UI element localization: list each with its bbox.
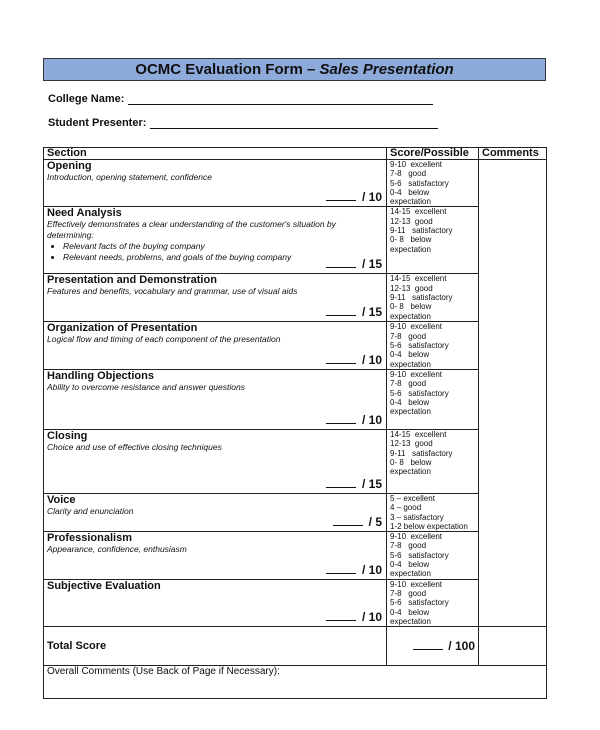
table-row: [44, 579, 547, 626]
overall-comments[interactable]: Overall Comments (Use Back of Page if Necessary):: [44, 666, 547, 699]
table-row: [44, 274, 547, 322]
section-cell: [44, 207, 387, 274]
score-scale: 9-10 excellent 7-8 good 5-6 satisfactory 0-4 below expectation: [387, 369, 479, 429]
header-comments: Comments: [479, 148, 547, 160]
section-name: Handling Objections: [47, 369, 154, 382]
score-entry[interactable]: / 10: [326, 563, 382, 577]
section-name: Closing: [47, 429, 88, 442]
section-cell: [44, 322, 387, 369]
evaluation-table: [43, 147, 547, 699]
form-title: OCMC Evaluation Form – Sales Presentation: [43, 58, 546, 81]
score-scale: 14-15 excellent 12-13 good 9-11 satisfactory 0- 8 below expectation: [387, 207, 479, 274]
score-scale: 9-10 excellent 7-8 good 5-6 satisfactory 0-4 below expectation: [387, 579, 479, 626]
header-score: Score/Possible: [387, 148, 479, 160]
section-name: Organization of Presentation: [47, 322, 198, 335]
student-presenter-field[interactable]: Student Presenter:: [48, 117, 438, 129]
section-name: Professionalism: [47, 532, 132, 545]
table-row: [44, 322, 547, 369]
section-desc: Appearance, confidence, enthusiasm: [47, 544, 187, 555]
score-entry[interactable]: / 15: [326, 257, 382, 271]
section-desc: Ability to overcome resistance and answer questions: [47, 381, 245, 392]
score-entry[interactable]: / 15: [326, 305, 382, 319]
score-entry[interactable]: / 10: [326, 413, 382, 427]
section-cell: [44, 532, 387, 579]
section-desc: Introduction, opening statement, confidence: [47, 172, 212, 182]
score-scale: 9-10 excellent 7-8 good 5-6 satisfactory 0-4 below expectation: [387, 532, 479, 579]
section-name: Subjective Evaluation: [47, 579, 161, 592]
section-name: Need Analysis: [47, 207, 122, 220]
section-desc: Choice and use of effective closing techniques: [47, 441, 222, 452]
score-scale: 14-15 excellent 12-13 good 9-11 satisfactory 0- 8 below expectation: [387, 274, 479, 322]
score-scale: 14-15 excellent 12-13 good 9-11 satisfactory 0- 8 below expectation: [387, 429, 479, 493]
total-comments: [479, 627, 547, 666]
section-desc: Features and benefits, vocabulary and grammar, use of visual aids: [47, 286, 298, 297]
score-entry[interactable]: / 15: [326, 477, 382, 491]
section-name: Opening: [47, 160, 92, 172]
table-row: [44, 429, 547, 493]
section-cell: [44, 579, 387, 626]
section-desc: Clarity and enunciation: [47, 505, 134, 516]
score-scale: 9-10 excellent 7-8 good 5-6 satisfactory 0-4 below expectation: [387, 322, 479, 369]
score-scale: 9-10 excellent 7-8 good 5-6 satisfactory 0-4 below expectation: [387, 160, 479, 207]
comments-cell[interactable]: [479, 160, 547, 627]
table-row: [44, 160, 547, 207]
section-desc: Logical flow and timing of each component of the presentation: [47, 334, 281, 345]
section-cell: [44, 274, 387, 322]
college-name-field[interactable]: College Name:: [48, 93, 433, 105]
table-row: [44, 493, 547, 531]
total-label: Total Score: [44, 627, 387, 666]
total-score-entry[interactable]: / 100: [387, 627, 479, 666]
section-desc: Effectively demonstrates a clear understanding of the customer's situation by determining: • Relevant facts of the buying company • Relevant needs, problems, and goals of the buying company: [47, 219, 383, 263]
score-entry[interactable]: / 10: [326, 353, 382, 367]
section-cell: [44, 160, 387, 207]
score-entry[interactable]: / 5: [333, 515, 382, 529]
section-cell: [44, 493, 387, 531]
section-name: Voice: [47, 493, 76, 506]
header-section: Section: [44, 148, 387, 160]
table-row: [44, 532, 547, 579]
score-entry[interactable]: / 10: [326, 190, 382, 204]
table-row: [44, 207, 547, 274]
score-scale: 5 – excellent 4 – good 3 – satisfactory 1-2 below expectation: [387, 493, 479, 531]
section-name: Presentation and Demonstration: [47, 274, 217, 287]
section-cell: [44, 429, 387, 493]
table-row: [44, 369, 547, 429]
section-cell: [44, 369, 387, 429]
score-entry[interactable]: / 10: [326, 610, 382, 624]
